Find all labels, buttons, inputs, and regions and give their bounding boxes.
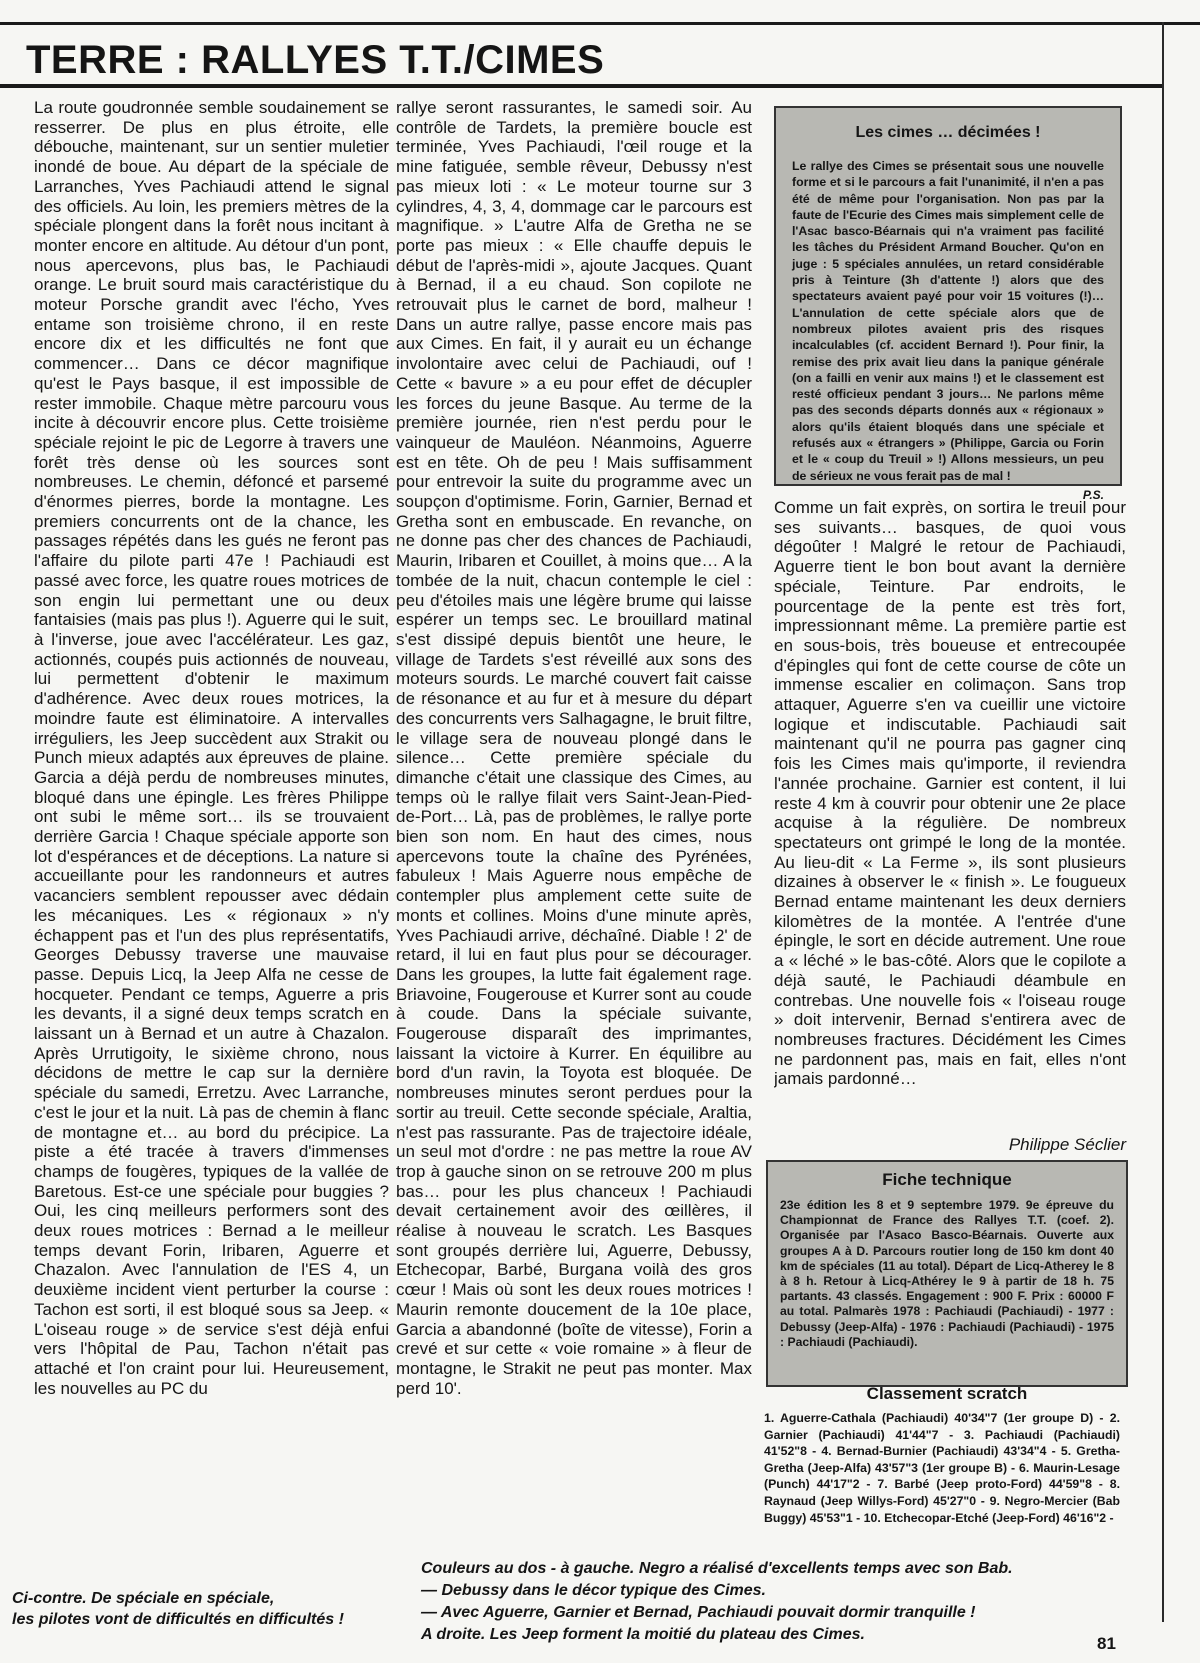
classement-text: 1. Aguerre-Cathala (Pachiaudi) 40'34"7 (1er groupe D) - 2. Garnier (Pachiaudi) 41'44"7 - 3. Pachiaudi (Pachiaudi) 41'52"8 - 4. Bernad-Burnier (Pachiaudi) 43'34"4 - 5. Gretha-Gretha (Jeep-Alfa) 43'57"3 (1er groupe B) - 6. Maurin-Lesage (Punch) 44'17"2 - 7. Barbé (Jeep proto-Ford) 44'59"8 - 8. Raynaud (Jeep Willys-Ford) 45'27"0 - 9. Negro-Mercier (Bab Buggy) 45'53"1 - 10. Etchecopar-Etché (Jeep-Ford) 46'16"2 -: [764, 1411, 1120, 1525]
article-text-3: Comme un fait exprès, on sortira le treuil pour ses suivants… basques, de quoi vous dégoûter ! Malgré le retour de Pachiaudi, Aguerre tient le bon bout avant la dernière spéciale, Teinture. Par endroits, le pourcentage de la pente est très fort, impressionnant même. La première partie est en sous-bois, très boueuse et entrecoupée d'épingles qui font de cette course de côte un immense escalier en colimaçon. Sans trop attaquer, Aguerre s'en va cueillir une victoire logique et indiscutable. Pachiaudi sait maintenant qu'il ne pourra pas gagner cinq fois les Cimes mais qu'importe, il reviendra l'année prochaine. Garnier est content, il lui reste 4 km à couvrir pour obtenir une 2e place acquise à la régulière. De nombreux spectateurs ont grimpé le long de la montée. Au lieu-dit « La Ferme », ils sont plusieurs dizaines à observer le « finish ». Le fougueux Bernad entame maintenant les deux derniers kilomètres de la montée. A l'entrée d'une épingle, le sort en décide autrement. Une roue a « léché » le bas-côté. Alors que le copilote a déjà sauté, le Pachiaudi déambule en contrebas. Une nouvelle fois « l'oiseau rouge » doit intervenir, Bernad s'entirera avec de nombreuses fractures. Décidément les Cimes ne pardonnent pas, mais en fait, elles n'ont jamais pardonné…: [774, 498, 1126, 1089]
sidebar-box: [774, 106, 1122, 502]
caption-right: [421, 1558, 1121, 1646]
sidebar-box-signature: P.S.: [1082, 487, 1104, 502]
caption-right-line-4: A droite. Les Jeep forment la moitié du plateau des Cimes.: [421, 1626, 865, 1643]
caption-left: [12, 1588, 402, 1630]
caption-left-line-1: Ci-contre. De spéciale en spéciale,: [12, 1590, 275, 1607]
top-rule: [0, 22, 1200, 25]
classement-heading: Classement scratch: [866, 1384, 1028, 1403]
title-rule: [0, 84, 1162, 88]
sidebar-box-text: Le rallye des Cimes se présentait sous une nouvelle forme et si le parcours a fait l'unanimité, il n'en a pas été de même pour l'organisation. Non pas par la faute de l'Ecurie des Cimes mais simplement celle de l'Asac basco-Béarnais qui n'a vraiment pas facilité les tâches du Président Armand Boucher. Qu'on en juge : 5 spéciales annulées, un retard considérable pris à Teinture (3h d'attente !) alors que des spectateurs avaient payé pour voir 15 voitures (!)… L'annulation de cette spéciale alors que de nombreux pilotes avaient pris des risques incalculables (cf. accident Bernard !). Pour finir, la remise des prix avait lieu dans la panique générale (on a failli en venir aux mains !) et le classement est resté officieux pendant 3 jours… Ne parlons même pas des seconds départs donnés aux « régionaux » alors qu'ils étaient bloqués dans une spéciale et refusés aux « étrangers » (Philippe, Garcia ou Forin et le « coup du Treuil » !) Allons messieurs, un peu de sérieux ne vous ferait pas de mal !: [792, 159, 1104, 483]
article-column-1: [34, 98, 389, 1618]
article-column-3: [774, 498, 1126, 1108]
right-margin-rule: [1162, 22, 1164, 1622]
caption-right-line-1: Couleurs au dos - à gauche. Negro a réalisé d'excellents temps avec son Bab.: [421, 1560, 1013, 1577]
fiche-technique-heading: Fiche technique: [882, 1170, 1012, 1189]
caption-right-line-2: — Debussy dans le décor typique des Cimes.: [421, 1582, 766, 1599]
author-signature: Philippe Séclier: [1008, 1135, 1126, 1154]
sidebar-box-heading: Les cimes … décimées !: [855, 124, 1041, 141]
fiche-technique-text: 23e édition les 8 et 9 septembre 1979. 9e épreuve du Championnat de France des Rallyes T.T. (coef. 2). Organisée par l'Asaco Basco-Béarnais. Ouverte aux groupes A à D. Parcours routier long de 150 km dont 40 km de spéciales (11 au total). Départ de Licq-Atherey le 8 à 8 h. Retour à Licq-Athérey le 9 à partir de 18 h. 75 partants. 43 classés. Engagement : 900 F. Prix : 60000 F au total. Palmarès 1978 : Pachiaudi (Pachiaudi) - 1977 : Debussy (Jeep-Alfa) - 1976 : Pachiaudi (Pachiaudi) - 1975 : Pachiaudi (Pachiaudi).: [780, 1198, 1114, 1349]
article-text-1: La route goudronnée semble soudainement se resserrer. De plus en plus étroite, elle débouche, maintenant, sur un sentier muletier inondé de boue. Au départ de la spéciale de Larranches, Yves Pachiaudi attend le signal des officiels. Au loin, les premiers mètres de la spéciale plongent dans la forêt nous incitant à monter encore en altitude. Au détour d'un pont, nous apercevons, plus bas, le Pachiaudi orange. Le bruit sourd mais caractéristique du moteur Porsche grandit avec l'écho, Yves entame son troisième chrono, il en reste encore dix et les difficultés ne font que commencer… Dans ce décor magnifique qu'est le Pays basque, il est impossible de rester immobile. Chaque mètre parcouru vous incite à découvrir encore plus. Cette troisième spéciale rejoint le pic de Legorre à travers une forêt très dense où les sources sont nombreuses. Le chemin, défoncé et parsemé d'énormes pierres, borde la montagne. Les premiers concurrents ont de la chance, les passages répétés dans les gués ne feront pas l'affaire du pilote parti 47e ! Pachiaudi est passé avec force, les quatre roues motrices de son engin lui permettant une ou deux fantaisies (mais pas plus !). Aguerre qui le suit, à l'inverse, joue avec l'accélérateur. Les gaz, actionnés, coupés puis actionnés de nouveau, lui permettent d'obtenir le maximum d'adhérence. Avec deux roues motrices, la moindre faute est éliminatoire. A intervalles irréguliers, les Jeep succèdent aux Strakit ou Punch mieux adaptés aux épreuves de plaine. Garcia a déjà perdu de nombreuses minutes, bloqué dans une épingle. Les frères Philippe ont subi le même sort… ils se trouvaient derrière Garcia ! Chaque spéciale apporte son lot d'espérances et de déceptions. La nature si accueillante pour les randonneurs et autres vacanciers semblent repousser avec dédain les mécaniques. Les « régionaux » n'y échappent pas et l'un des plus représentatifs, Georges Debussy traverse une mauvaise passe. Depuis Licq, la Jeep Alfa ne cesse de hocqueter. Pendant ce temps, Aguerre a pris les devants, il a signé deux temps scratch en laissant un à Bernad et un autre à Chazalon. Après Urrutigoity, le sixième chrono, nous décidons de mettre le cap sur la dernière spéciale du samedi, Erretzu. Avec Larranche, c'est le jour et la nuit. Là pas de chemin à flanc de montagne et… au bord du précipice. La piste a été tracée à travers d'immenses champs de fougères, typiques de la vallée de Baretous. Est-ce une spéciale pour buggies ? Oui, les cinq meilleurs performers sont des deux roues motrices : Bernad a le meilleur temps devant Forin, Iribaren, Aguerre et Chazalon. Avec l'annulation de l'ES 4, un deuxième incident vient perturber la course : Tachon est sorti, il est bloqué sous sa Jeep. « L'oiseau rouge » de service s'est déjà enfui vers l'hôpital de Pau, Tachon n'était pas attaché et l'on craint pour lui. Heureusement, les nouvelles au PC du: [34, 98, 389, 1398]
article-column-2: [396, 98, 752, 1470]
caption-left-line-2: les pilotes vont de difficultés en difficultés !: [12, 1611, 344, 1628]
caption-right-line-3: — Avec Aguerre, Garnier et Bernad, Pachiaudi pouvait dormir tranquille !: [421, 1604, 976, 1621]
page-number: 81: [1097, 1634, 1116, 1653]
article-text-2: rallye seront rassurantes, le samedi soir. Au contrôle de Tardets, la première boucle est terminée, Yves Pachiaudi, l'œil rouge et la mine fatiguée, semble rêveur, Debussy n'est pas mieux loti : « Le moteur tourne sur 3 cylindres, 4, 3, 4, dommage car le parcours est magnifique. » L'autre Alfa de Gretha ne se porte pas mieux : « Elle chauffe depuis le début de l'après-midi », ajoute Jacques. Quant à Bernad, il a eu chaud. Son copilote ne retrouvait plus le carnet de bord, malheur ! Dans un autre rallye, passe encore mais pas aux Cimes. En fait, il y aurait eu un échange involontaire avec celui de Pachiaudi, ouf ! Cette « bavure » a eu pour effet de décupler les forces du jeune Basque. Au terme de la première journée, rien n'est perdu pour le vainqueur de Mauléon. Néanmoins, Aguerre est en tête. Oh de peu ! Mais suffisamment pour entrevoir la suite du programme avec un soupçon d'optimisme. Forin, Garnier, Bernad et Gretha sont en embuscade. En revanche, on ne donne pas cher des chances de Pachiaudi, Maurin, Iribaren et Couillet, à moins que… A la tombée de la nuit, chacun contemple le ciel : peu d'étoiles mais une légère brume qui laisse espérer un temps sec. Le brouillard matinal s'est dissipé depuis bientôt une heure, le village de Tardets s'est réveillé aux sons des moteurs sourds. Le marché couvert fait caisse de résonance et au fur et à mesure du départ des concurrents vers Salhagagne, le bruit filtre, le village sera de nouveau plongé dans le silence… Cette première spéciale du dimanche c'était une classique des Cimes, au temps où le rallye filait vers Saint-Jean-Pied-de-Port… Là, pas de problèmes, le rallye porte bien son nom. En haut des cimes, nous apercevons toute la chaîne des Pyrénées, fabuleux ! Mais Aguerre nous empêche de contempler plus amplement cette suite de monts et collines. Moins d'une minute après, Yves Pachiaudi arrive, déchaîné. Diable ! 2' de retard, il lui en faut plus pour se décourager. Dans les groupes, la lutte fait également rage. Briavoine, Fougerouse et Kurrer sont au coude à coude. Dans la spéciale suivante, Fougerouse disparaît des imprimantes, laissant la victoire à Kurrer. En équilibre au bord d'un ravin, la Toyota est bloquée. De nombreuses minutes seront perdues pour la sortir au treuil. Cette seconde spéciale, Araltia, n'est pas rassurante. Pas de trajectoire idéale, un seul mot d'ordre : ne pas mettre la roue AV trop à gauche sinon on se retrouve 200 m plus bas… pour les plus chanceux ! Pachiaudi devait certainement avoir des œillères, il réalise à nouveau le scratch. Les Basques sont groupés derrière lui, Aguerre, Debussy, Etchecopar, Barbé, Burgana voilà des gros cœur ! Mais où sont les deux roues motrices ! Maurin remonte doucement de la 10e place, Garcia a abandonné (boîte de vitesse), Forin a crevé et sur cette « voie romaine » à fleur de montagne, le Strakit ne peut pas monter. Max perd 10'.: [396, 98, 752, 1398]
page-title: TERRE : RALLYES T.T./CIMES: [26, 38, 605, 82]
fiche-technique-box: [766, 1160, 1128, 1387]
